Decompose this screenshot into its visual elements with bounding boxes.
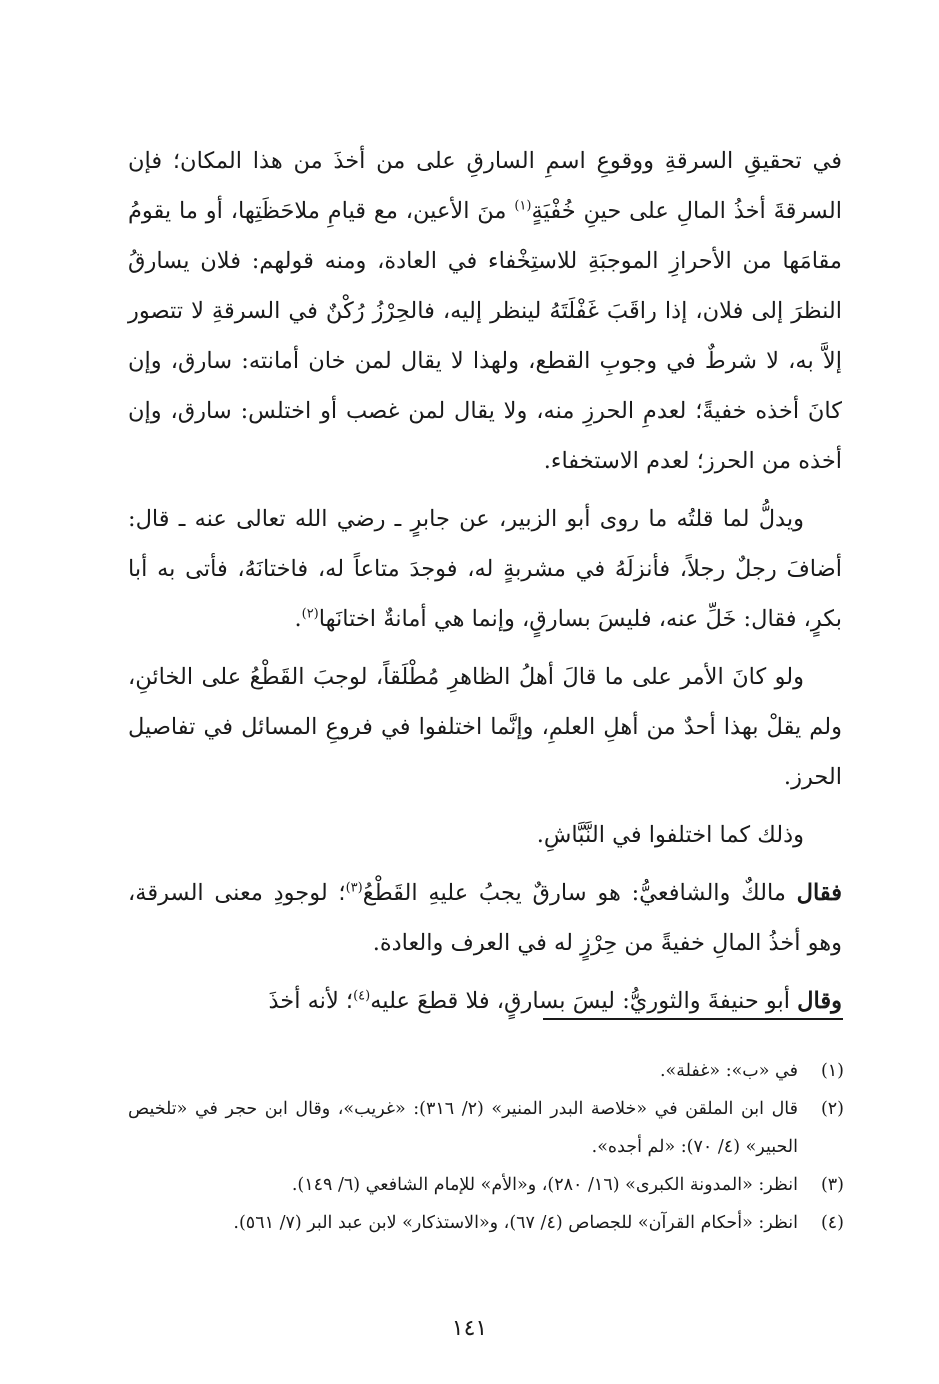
paragraph-text: منَ الأعين، مع قيامِ ملاحَظَتِها، أو ما يقومُ مقامَها من الأحرازِ الموجبَةِ للاستِخْفاء في العادة، ومنه قولهم: فلان يسارقُ النظرَ إلى فلان، إذا راقَبَ غَفْلَتَهُ لينظر إليه، فالحِرْزُ رُكْنٌ في السرقةِ لا تتصور إلاَّ به، لا شرطٌ في وجوبِ القطع، ولهذا لا يقال لمن خان أمانته: سارق، وإن كانَ أخذه خفيةً؛ لعدمِ الحرزِ منه، ولا يقال لمن غصب أو اختلس: سارق، وإن أخذه من الحرز؛ لعدم الاستخفاء. bbox=[128, 198, 842, 474]
paragraph-1 bbox=[128, 136, 842, 486]
paragraph-text: مالكٌ والشافعيُّ: هو سارقٌ يجبُ عليهِ القَطْعُ bbox=[362, 880, 797, 906]
paragraph-text: ولو كانَ الأمر على ما قالَ أهلُ الظاهرِ مُطْلَقاً، لوجبَ القَطْعُ على الخائنِ، ولم يقلْ بهذا أحدٌ من أهلِ العلمِ، وإنَّما اختلفوا في فروعِ المسائل في تفاصيل الحرز. bbox=[128, 664, 842, 790]
paragraph-text: أبو حنيفةَ والثوريُّ: ليسَ بسارقٍ، فلا قطعَ عليه bbox=[370, 988, 798, 1014]
paragraph-4 bbox=[128, 810, 842, 860]
paragraph-text: وذلك كما اختلفوا في النَّبَّاشِ. bbox=[536, 822, 804, 848]
footnote-number: (٢) bbox=[820, 1099, 844, 1119]
footnote-number: (١) bbox=[820, 1061, 844, 1081]
footnote-ref-3: (٣) bbox=[345, 880, 363, 896]
paragraph-lead-word: وقال bbox=[797, 988, 842, 1014]
paragraph-text: ويدلُّ لما قلتُه ما روى أبو الزبير، عن جابرٍ ـ رضي الله تعالى عنه ـ قال: أضافَ رجلٌ رجلاً، فأنزلَهُ في مشربةٍ له، فوجدَ متاعاً له، فاختانَهُ، فأتى به أبا بكرٍ، فقال: خَلِّ عنه، فليسَ بسارقٍ، وإنما هي أمانةٌ اختانَها bbox=[128, 506, 842, 632]
footnote-number: (٣) bbox=[820, 1175, 844, 1195]
paragraph-text: ؛ لأنه أخذَ bbox=[268, 988, 354, 1014]
footnote-2 bbox=[128, 1090, 844, 1166]
page-number: ١٤١ bbox=[451, 1316, 488, 1341]
footnote-ref-2: (٢) bbox=[301, 606, 319, 622]
paragraph-text: . bbox=[294, 606, 302, 632]
footnote-3 bbox=[128, 1166, 844, 1204]
footnote-4 bbox=[128, 1204, 844, 1242]
footnotes bbox=[128, 1052, 844, 1242]
paragraph-3 bbox=[128, 652, 842, 802]
footnote-text: في «ب»: «غفلة». bbox=[659, 1061, 798, 1081]
paragraph-5 bbox=[128, 868, 842, 968]
main-text bbox=[128, 136, 842, 1026]
footnote-1 bbox=[128, 1052, 844, 1090]
footnote-text: قال ابن الملقن في «خلاصة البدر المنير» (٢/ ٣١٦): «غريب»، وقال ابن حجر في «تلخيص الحبير» (٤/ ٧٠): «لم أجده». bbox=[128, 1099, 798, 1157]
footnote-number: (٤) bbox=[820, 1213, 844, 1233]
footnote-ref-1: (١) bbox=[514, 198, 532, 214]
paragraph-text: في تحقيقِ السرقةِ ووقوعِ اسمِ السارقِ على من أخذَ من هذا المكان؛ فإن السرقةَ أخذُ المالِ على حينِ خُفْيَةٍ bbox=[128, 148, 842, 224]
paragraph-lead-word: فقال bbox=[796, 880, 843, 906]
footnote-text: انظر: «المدونة الكبرى» (١٦/ ٢٨٠)، و«الأم» للإمام الشافعي (٦/ ١٤٩). bbox=[291, 1175, 798, 1195]
footnote-text: انظر: «أحكام القرآن» للجصاص (٤/ ٦٧)، و«الاستذكار» لابن عبد البر (٧/ ٥٦١). bbox=[233, 1213, 798, 1233]
paragraph-text: ؛ لوجودِ معنى السرقة، وهو أخذُ المالِ خفيةً من حِرْزٍ له في العرف والعادة. bbox=[128, 880, 842, 956]
footnote-ref-4: (٤) bbox=[353, 988, 371, 1004]
footnote-separator bbox=[543, 1018, 843, 1020]
paragraph-2 bbox=[128, 494, 842, 644]
